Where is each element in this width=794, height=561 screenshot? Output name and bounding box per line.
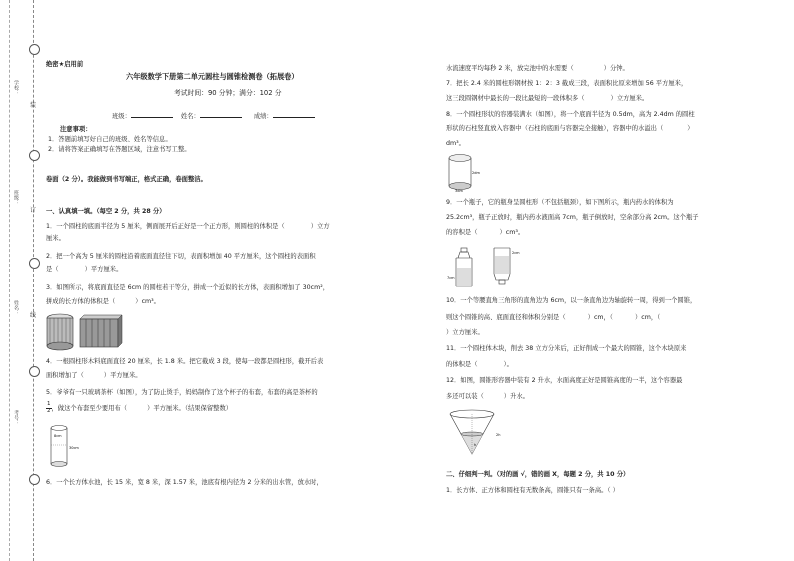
question-10: 10．一个等腰直角三角形的直角边为 6cm，以一条直角边为轴旋转一周，得到一个圆锥， bbox=[446, 297, 697, 304]
notes-title: 注意事项： bbox=[60, 126, 92, 133]
q9-line3 bbox=[446, 228, 524, 237]
cone-container-figure bbox=[446, 408, 506, 458]
binding-circle bbox=[29, 474, 40, 485]
q9-line2: 25.2cm³，瓶子正放时，瓶内药水液面高 7cm，瓶子倒放时，空余部分高 2cm。这个瓶子 bbox=[446, 214, 699, 221]
q12-line2 bbox=[446, 392, 529, 401]
binding-char: 订 bbox=[30, 207, 37, 214]
cup-diameter-label: 8cm bbox=[54, 434, 62, 438]
container-height-label: 2dm bbox=[472, 171, 480, 175]
question-3: 3．如图所示，将底面直径是 6cm 的圆柱若干等分，拼成一个近似的长方体，表面积增加了 30cm²， bbox=[46, 284, 330, 291]
binding-circle bbox=[29, 258, 40, 269]
section1-title: 一、认真填一填。（每空 2 分，共 28 分） bbox=[46, 208, 166, 215]
bottle-air-height-label: 2cm bbox=[512, 251, 520, 255]
q7-line2 bbox=[446, 94, 648, 103]
question-5: 5．爷爷有一只玻璃茶杯（如图），为了防止烫手，妈妈制作了这个杯子的布套，布套的高是茶杯的 bbox=[46, 389, 318, 396]
cup-height-label: 30cm bbox=[69, 446, 79, 450]
question-4: 4．一根圆柱形木料底面直径 20 厘米，长 1.8 米。把它截成 3 段，使每一段都是圆柱形，截开后表 bbox=[46, 358, 324, 365]
page-title: 六年级数学下册第二单元圆柱与圆锥检测卷（拓展卷） bbox=[126, 72, 299, 81]
section2-question-1: 1．长方体、正方体和圆柱有无数条高，圆锥只有一条高。（ ） bbox=[446, 487, 619, 494]
question-12: 12．如图，圆锥形容器中装有 2 升水，水面高度正好是圆锥高度的一半，这个容器最 bbox=[446, 377, 683, 384]
q10-text: ）cm，（ bbox=[634, 314, 661, 321]
question-8: 8．一个圆柱形状的容器装满水（如图），将一个底面半径为 0.5dm，高为 2.4dm 的圆柱 bbox=[446, 111, 695, 118]
q6-text: ）分钟。 bbox=[603, 65, 629, 72]
binding-label-name: 姓名： bbox=[13, 300, 19, 315]
q4-line2 bbox=[46, 371, 142, 380]
cone-water-height-label: h bbox=[474, 443, 477, 447]
q3-line2 bbox=[46, 297, 160, 306]
q3-text: ）cm³。 bbox=[135, 298, 160, 305]
q9-text: 的容积是（ bbox=[446, 229, 478, 236]
q10-text: ）cm，（ bbox=[587, 314, 613, 321]
q7-text: ）立方厘米。 bbox=[610, 95, 649, 102]
binding-circle bbox=[29, 366, 40, 377]
q11-line2 bbox=[446, 360, 513, 369]
q7-text: 这三段圆钢材中最长的一段比最短的一段体积多（ bbox=[446, 95, 585, 102]
q1-line2: 厘米。 bbox=[46, 235, 65, 242]
q8-text: ） bbox=[687, 125, 694, 132]
name-field[interactable] bbox=[200, 117, 242, 118]
info-row bbox=[112, 112, 315, 121]
q8-text: 形状的石柱竖直放入容器中（石柱的底面与容器完全接触），容器中的水溢出（ bbox=[446, 125, 664, 132]
exam-info: 考试时间：90 分钟；满分：102 分 bbox=[174, 89, 282, 97]
q1-text: ）立方 bbox=[310, 223, 330, 230]
bottle-liquid-height-label: 7cm bbox=[447, 276, 455, 280]
fraction-denominator: 2 bbox=[47, 407, 51, 414]
question-2: 2．把一个高为 5 厘米的圆柱沿着底面直径往下切，表面积增加 40 平方厘米，这个圆柱的表面积 bbox=[46, 253, 316, 260]
class-field[interactable] bbox=[131, 117, 173, 118]
binding-char: 线 bbox=[30, 312, 37, 319]
q11-text: 的体积是（ bbox=[446, 361, 478, 368]
binding-label-school: 学校： bbox=[13, 80, 19, 95]
binding-label-class: 班级： bbox=[13, 190, 19, 205]
q8-line3: dm³。 bbox=[446, 140, 465, 147]
binding-circle bbox=[29, 44, 40, 55]
notes-item: 2．请将答案正确填写在答题区域，注意书写工整。 bbox=[48, 146, 191, 153]
binding-label-id: 考号： bbox=[13, 410, 19, 425]
q1-text: 1．一个圆柱的底面半径为 5 厘米，侧面展开后正好是一个正方形，则圆柱的体积是（ bbox=[46, 223, 285, 230]
cylinder-cut-figure bbox=[46, 313, 126, 351]
q12-text: 多还可以装（ bbox=[446, 393, 484, 400]
q10-line3: ）立方厘米。 bbox=[446, 329, 484, 336]
q6-line2 bbox=[446, 64, 629, 73]
neatness-note: 卷面（2 分）。我能做到书写端正，格式正确，卷面整洁。 bbox=[46, 176, 207, 183]
glass-cup-figure bbox=[46, 423, 86, 471]
binding-circle bbox=[29, 150, 40, 161]
q4-text: 面积增加了（ bbox=[46, 372, 84, 379]
q6-text: 水流速度平均每秒 2 米，放完池中的水需要（ bbox=[446, 65, 574, 72]
question-1 bbox=[46, 222, 330, 231]
q4-text: ）平方厘米。 bbox=[103, 372, 142, 379]
cut-line-outer bbox=[9, 0, 10, 561]
q5-text: ）平方厘米。（结果保留整数） bbox=[147, 405, 233, 412]
question-7: 7．把长 2.4 米的圆柱形钢材按 1：2：3 截成三段，表面积比原来增加 56 平方厘米， bbox=[446, 80, 688, 87]
class-label: 班级： bbox=[112, 113, 131, 120]
q5-text: ，做这个布套至少要用布（ bbox=[51, 405, 128, 412]
secret-label: 绝密★启用前 bbox=[46, 61, 84, 68]
binding-margin bbox=[0, 0, 40, 561]
fraction-numerator: 1 bbox=[47, 401, 51, 407]
q3-text: 拼成的长方体的体积是（ bbox=[46, 298, 116, 305]
q10-text: 则这个圆锥的高、底面直径和体积分别是（ bbox=[446, 314, 566, 321]
container-figure bbox=[446, 152, 486, 194]
q10-line2 bbox=[446, 313, 660, 322]
name-label: 姓名： bbox=[180, 113, 200, 120]
section2-title: 二、仔细判一判。（对的画 √，错的画 X，每题 2 分，共 10 分） bbox=[446, 471, 630, 478]
q2-text: 是（ bbox=[46, 266, 59, 273]
container-diameter-label: 3dm bbox=[455, 189, 463, 193]
q12-text: ）升水。 bbox=[503, 393, 529, 400]
question-11: 11．一个圆柱体木块，削去 38 立方分米后，正好削成一个最大的圆锥，这个木块原来 bbox=[446, 345, 687, 352]
score-label: 成绩： bbox=[253, 113, 273, 120]
q2-line2 bbox=[46, 265, 122, 274]
question-9: 9．一个瓶子，它的瓶身呈圆柱形（不包括瓶颈），如下图所示，瓶内药水的体积为 bbox=[446, 199, 674, 206]
q9-text: ）cm³。 bbox=[499, 229, 525, 236]
notes-item: 1．答题前填写好自己的班级、姓名等信息。 bbox=[48, 136, 172, 143]
question-6: 6．一个长方体水池，长 15 米，宽 8 米，深 1.57 米，池底有根内径为 2 分米的出水管，放水时， bbox=[46, 479, 323, 486]
q2-text: ）平方厘米。 bbox=[84, 266, 123, 273]
q8-line2 bbox=[446, 124, 694, 133]
q11-text: ）。 bbox=[503, 361, 513, 368]
cone-total-height-label: 2h bbox=[496, 433, 501, 437]
score-field[interactable] bbox=[273, 117, 315, 118]
binding-char: 装 bbox=[30, 102, 37, 109]
q5-line2 bbox=[46, 402, 232, 414]
bottle-figure bbox=[446, 246, 526, 288]
